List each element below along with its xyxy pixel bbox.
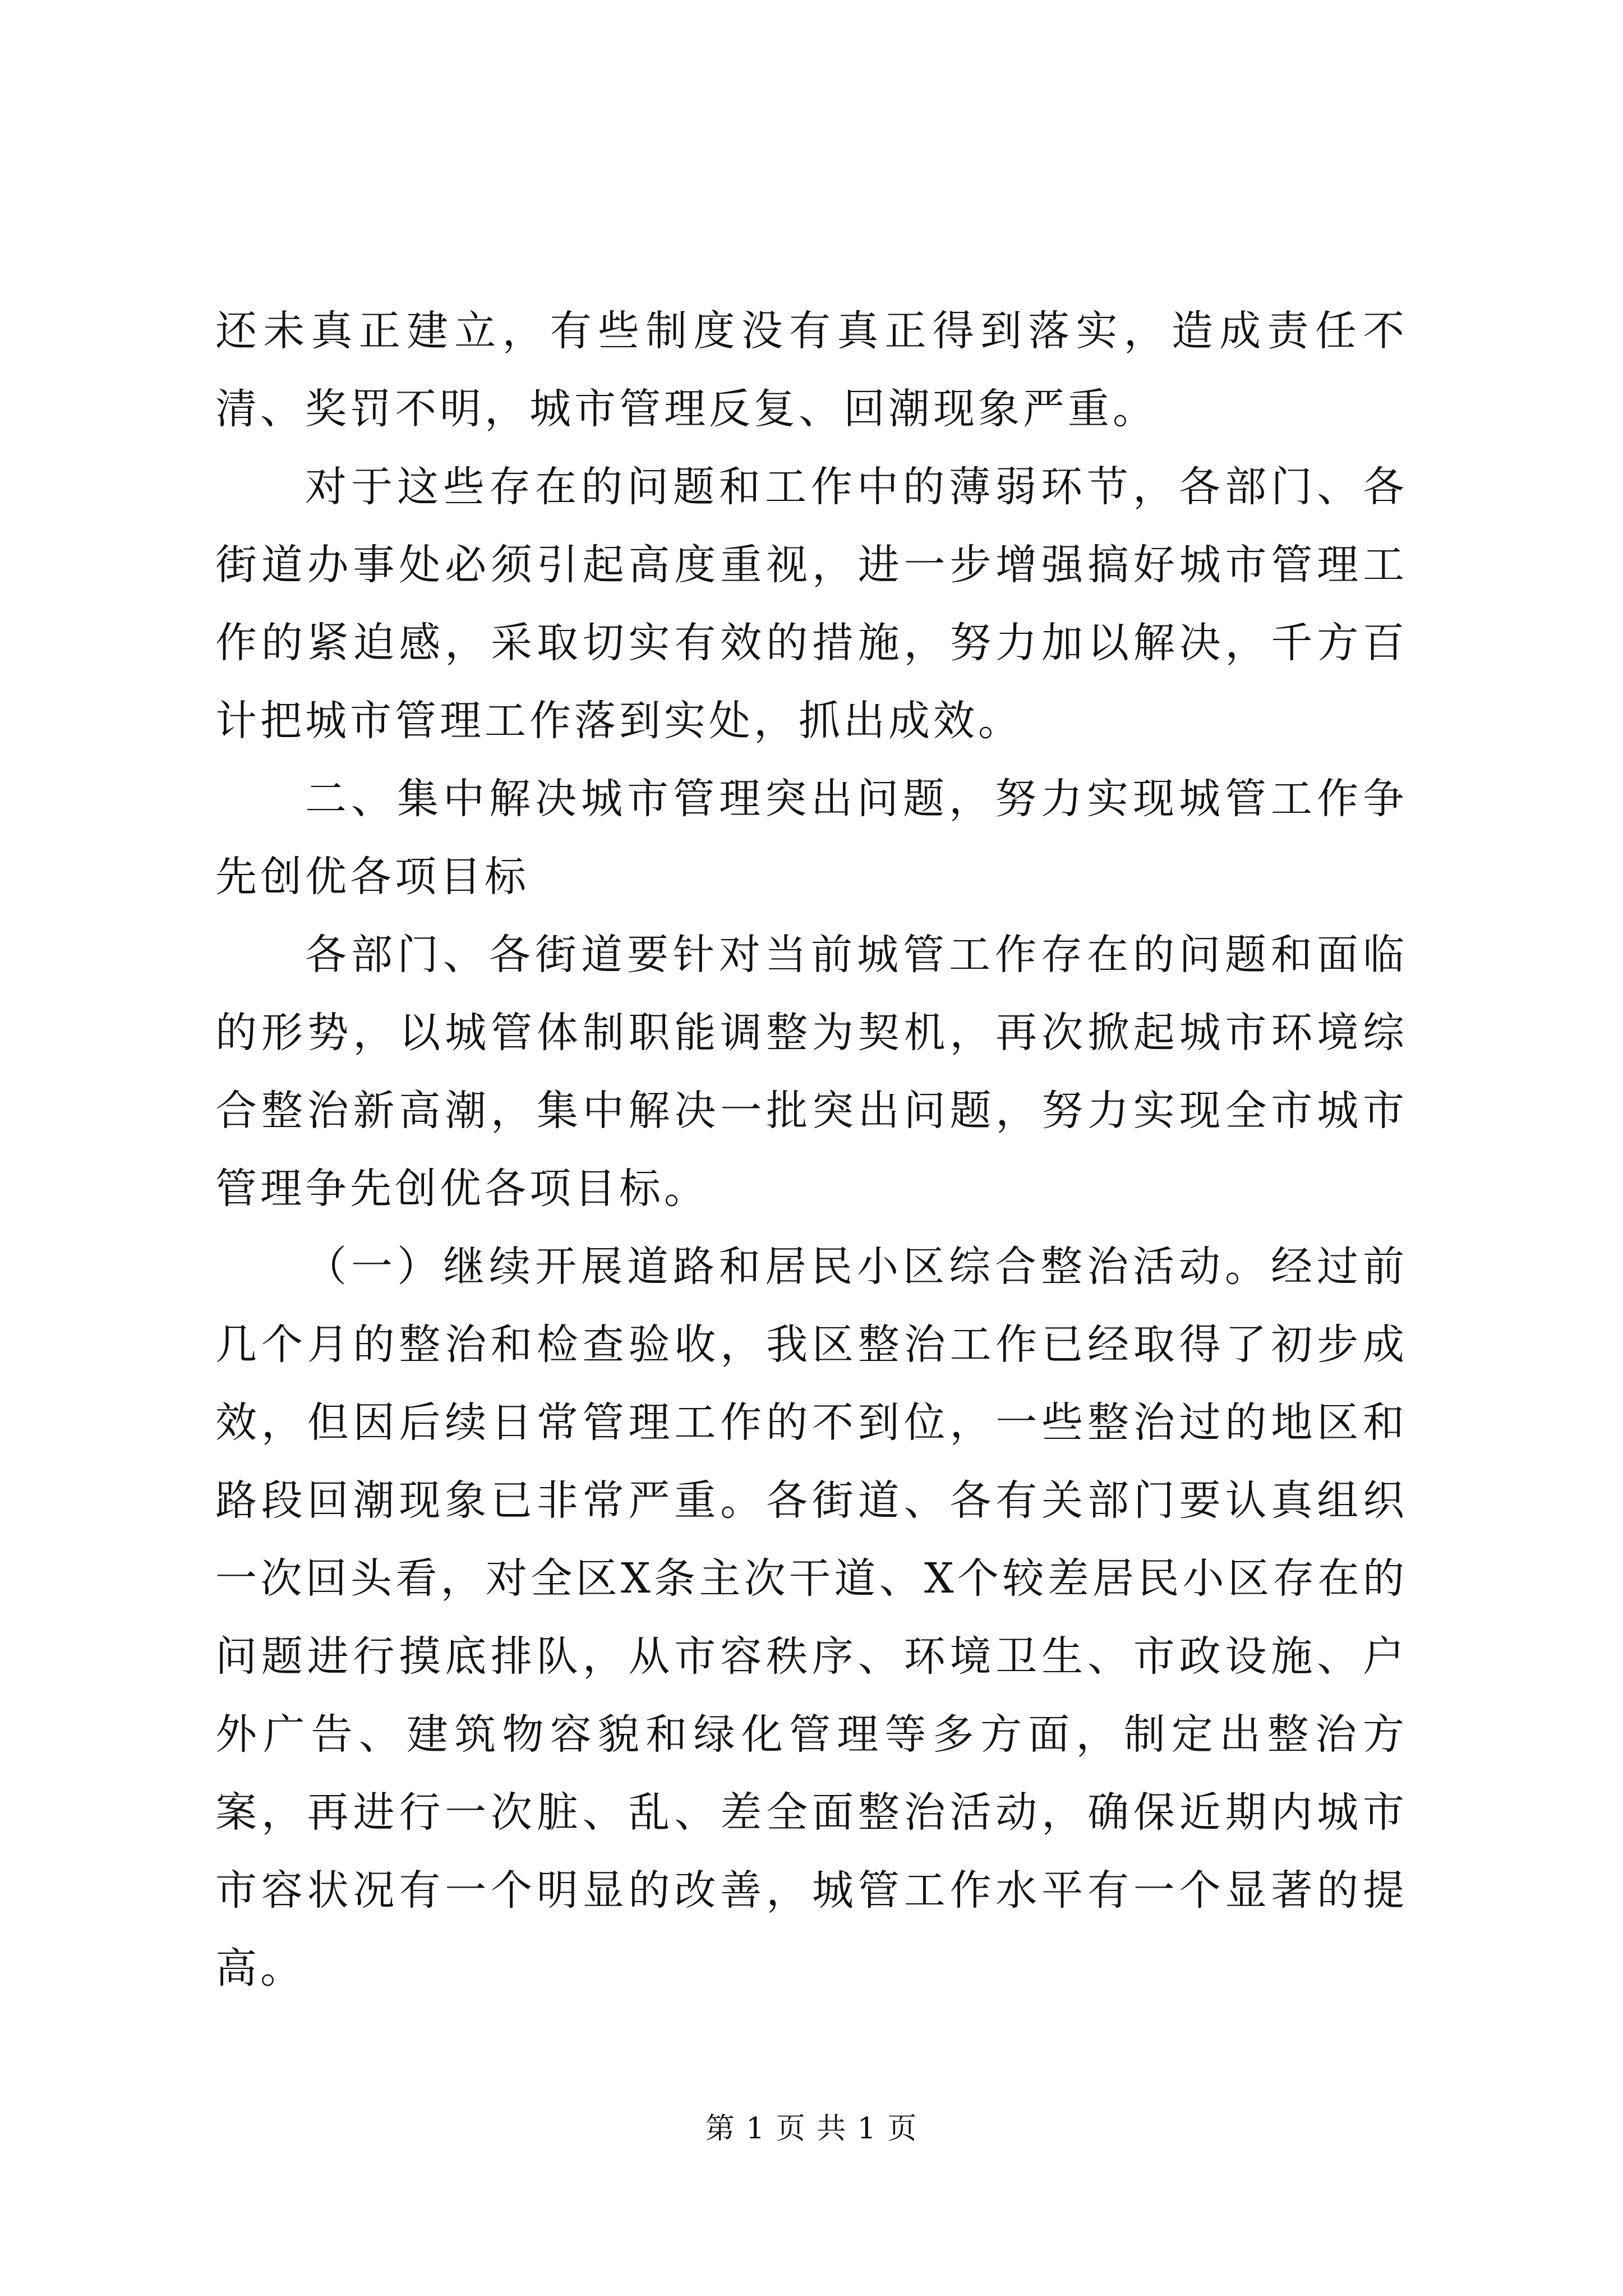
section-heading-2: 二、集中解决城市管理突出问题，努力实现城管工作争先创优各项目标 xyxy=(215,775,1408,901)
paragraph-item-1: （一）继续开展道路和居民小区综合整治活动。经过前几个月的整治和检查验收，我区整治工作已经取得了初步成效，但因后续日常管理工作的不到位，一些整治过的地区和路段回潮现象已非常严重。各街道、各有关部门要认真组织一次回头看，对全区X条主次干道、X个较差居民小区存在的问题进行摸底排队，从市容秩序、环境卫生、市政设施、户外广告、建筑物容貌和绿化管理等多方面，制定出整治方案，再进行一次脏、乱、差全面整治活动，确保近期内城市市容状况有一个明显的改善，城管工作水平有一个显著的提高。 xyxy=(215,1243,1408,1993)
paragraph-goals: 各部门、各街道要针对当前城管工作存在的问题和面临的形势，以城管体制职能调整为契机，再次掀起城市环境综合整治新高潮，集中解决一批突出问题，努力实现全市城市管理争先创优各项目标。 xyxy=(215,931,1408,1213)
document-body xyxy=(215,292,1408,2008)
page-footer: 第 1 页 共 1 页 xyxy=(705,2112,918,2146)
paragraph-continuation: 还未真正建立，有些制度没有真正得到落实，造成责任不清、奖罚不明，城市管理反复、回潮现象严重。 xyxy=(215,307,1408,433)
paragraph-urgency: 对于这些存在的问题和工作中的薄弱环节，各部门、各街道办事处必须引起高度重视，进一步增强搞好城市管理工作的紧迫感，采取切实有效的措施，努力加以解决，千方百计把城市管理工作落到实处，抓出成效。 xyxy=(215,463,1408,745)
